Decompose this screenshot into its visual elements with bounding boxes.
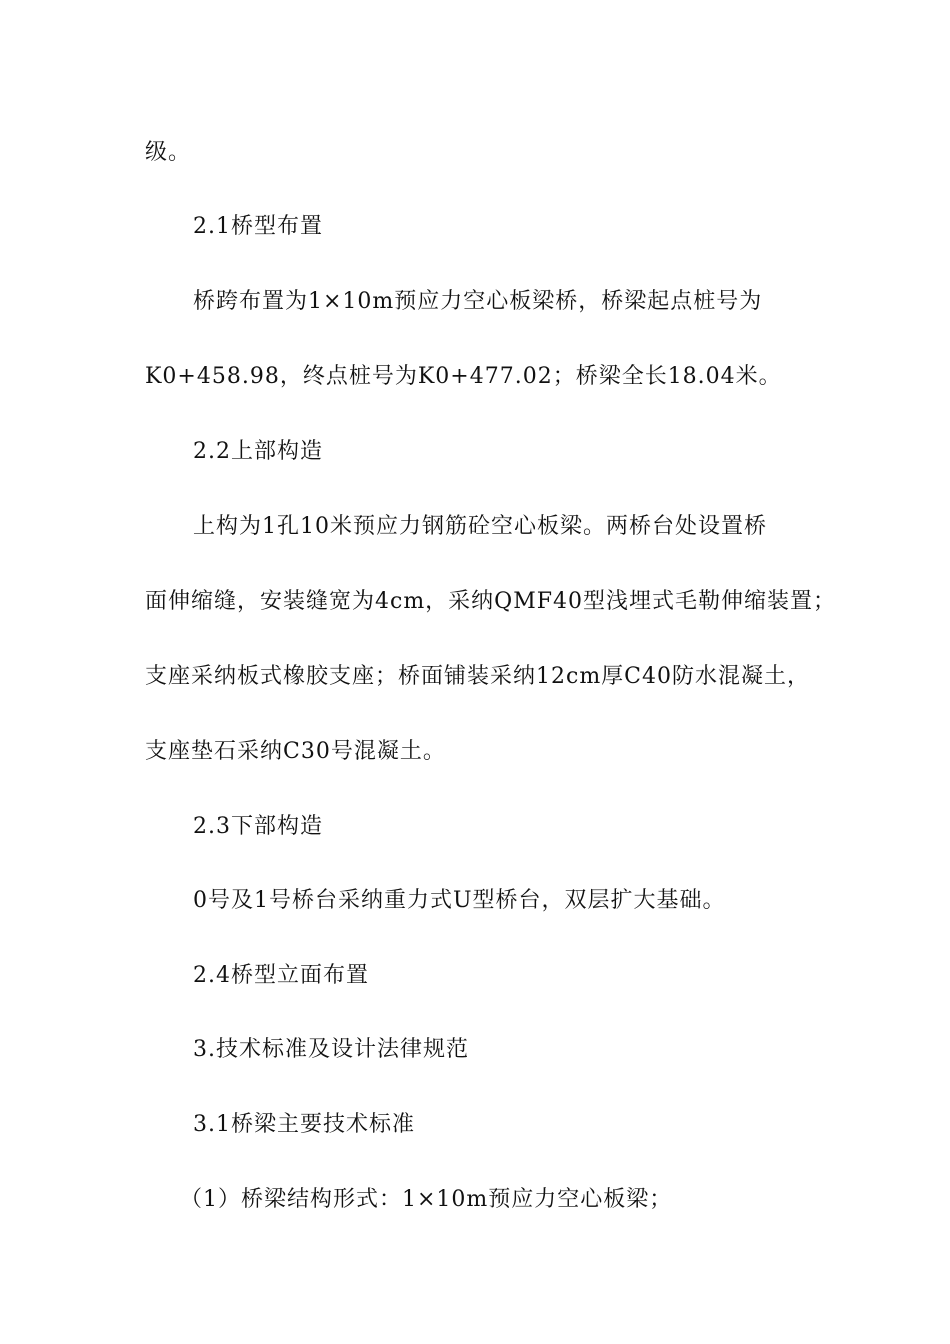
paragraph-line: 桥跨布置为1×10m预应力空心板梁桥，桥梁起点桩号为: [193, 289, 763, 314]
paragraph-line: 支座垫石采纳C30号混凝土。: [145, 739, 446, 764]
section-heading-2-1: 2.1桥型布置: [193, 214, 323, 239]
paragraph-line: K0+458.98，终点桩号为K0+477.02；桥梁全长18.04米。: [145, 364, 782, 389]
paragraph-line: 支座采纳板式橡胶支座；桥面铺装采纳12cm厚C40防水混凝土，: [145, 664, 811, 689]
paragraph-line: 上构为1孔10米预应力钢筋砼空心板梁。两桥台处设置桥: [193, 514, 767, 539]
section-heading-3: 3.技术标准及设计法律规范: [193, 1037, 469, 1062]
section-heading-2-4: 2.4桥型立面布置: [193, 963, 369, 988]
section-heading-3-1: 3.1桥梁主要技术标准: [193, 1112, 415, 1137]
paragraph-line: 0号及1号桥台采纳重力式U型桥台，双层扩大基础。: [193, 888, 726, 913]
list-item: （1）桥梁结构形式：1×10m预应力空心板梁；: [180, 1187, 673, 1212]
paragraph-line: 面伸缩缝，安装缝宽为4cm，采纳QMF40型浅埋式毛勒伸缩装置；: [145, 589, 837, 614]
section-heading-2-2: 2.2上部构造: [193, 439, 323, 464]
section-heading-2-3: 2.3下部构造: [193, 814, 323, 839]
paragraph-continuation: 级。: [145, 140, 192, 165]
